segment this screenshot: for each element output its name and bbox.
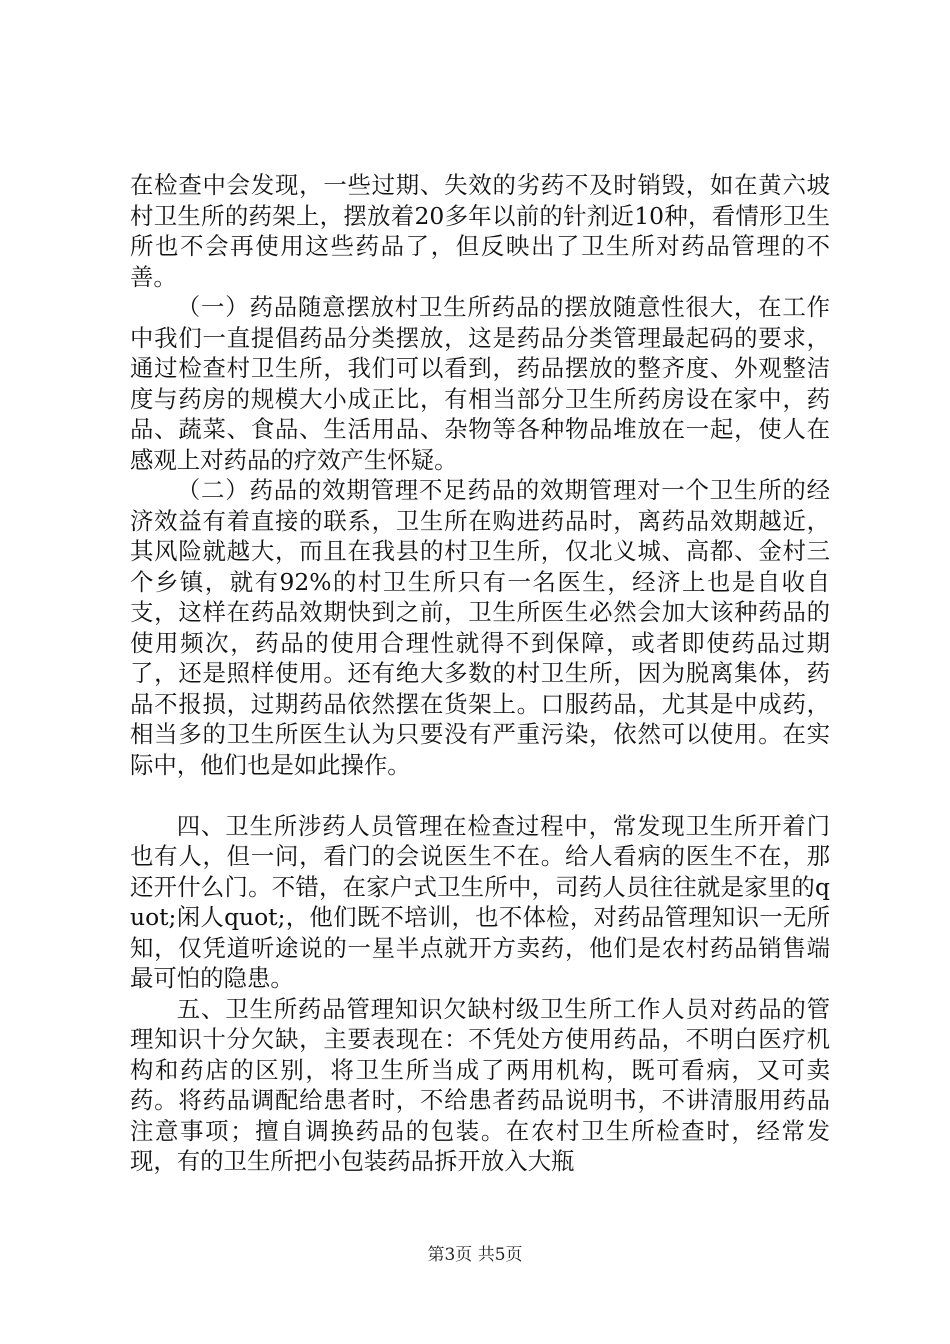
document-body bbox=[130, 170, 830, 1177]
paragraph-section-4-staff-management: 四、卫生所涉药人员管理在检查过程中，常发现卫生所开着门也有人，但一问，看门的会说医生不在。给人看病的医生不在，那还开什么门。不错，在家户式卫生所中，司药人员往往就是家里的quot;闲人quot;，他们既不培训，也不体检，对药品管理知识一无所知，仅凭道听途说的一星半点就开方卖药，他们是农村药品销售端最可怕的隐患。 bbox=[130, 811, 830, 992]
paragraph-expired-drugs: 在检查中会发现，一些过期、失效的劣药不及时销毁，如在黄六坡村卫生所的药架上，摆放着20多年以前的针剂近10种，看情形卫生所也不会再使用这些药品了，但反映出了卫生所对药品管理的不善。 bbox=[130, 171, 830, 291]
page-footer: 第3页 共5页 bbox=[427, 1245, 523, 1265]
paragraph-section-1-drug-placement: （一）药品随意摆放村卫生所药品的摆放随意性很大，在工作中我们一直提倡药品分类摆放，这是药品分类管理最起码的要求，通过检查村卫生所，我们可以看到，药品摆放的整齐度、外观整洁度与药房的规模大小成正比，有相当部分卫生所药房设在家中，药品、蔬菜、食品、生活用品、杂物等各种物品堆放在一起，使人在感观上对药品的疗效产生怀疑。 bbox=[130, 293, 830, 474]
paragraph-section-2-expiry-management: （二）药品的效期管理不足药品的效期管理对一个卫生所的经济效益有着直接的联系，卫生所在购进药品时，离药品效期越近，其风险就越大，而且在我县的村卫生所，仅北义城、高都、金村三个乡镇，就有92%的村卫生所只有一名医生，经济上也是自收自支，这样在药品效期快到之前，卫生所医生必然会加大该种药品的使用频次，药品的使用合理性就得不到保障，或者即使药品过期了，还是照样使用。还有绝大多数的村卫生所，因为脱离集体，药品不报损，过期药品依然摆在货架上。口服药品，尤其是中成药，相当多的卫生所医生认为只要没有严重污染，依然可以使用。在实际中，他们也是如此操作。 bbox=[130, 476, 830, 779]
paragraph-section-5-knowledge-gap: 五、卫生所药品管理知识欠缺村级卫生所工作人员对药品的管理知识十分欠缺，主要表现在：不凭处方使用药品，不明白医疗机构和药店的区别，将卫生所当成了两用机构，既可看病，又可卖药。将药品调配给患者时，不给患者药品说明书，不讲清服用药品注意事项；擅自调换药品的包装。在农村卫生所检查时，经常发现，有的卫生所把小包装药品拆开放入大瓶 bbox=[130, 994, 830, 1175]
